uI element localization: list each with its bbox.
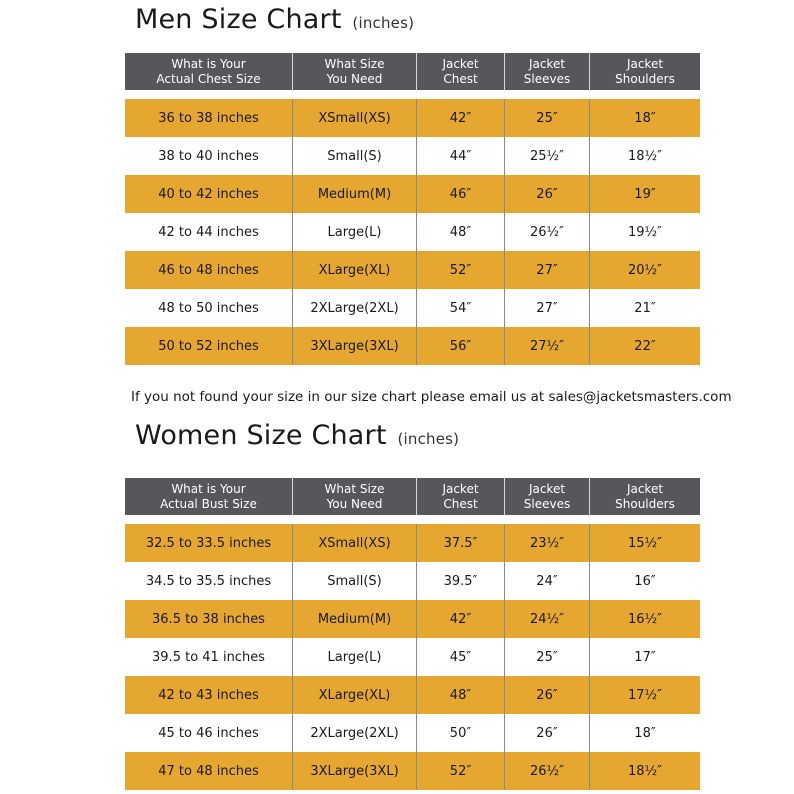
table-row: [125, 524, 700, 562]
table-cell: 18½″: [628, 763, 662, 779]
table-row: [125, 175, 700, 213]
table-cell: 17½″: [628, 687, 662, 703]
table-row: [125, 676, 700, 714]
table-cell: 50″: [417, 714, 505, 752]
table-cell: 26″: [505, 676, 590, 714]
header-cell: What is Your Actual Chest Size: [125, 53, 293, 90]
table-cell: 42 to 44 inches: [125, 213, 293, 251]
table-cell: 27″: [505, 289, 590, 327]
table-cell: Large(L): [293, 638, 417, 676]
table-cell: 21″: [634, 300, 656, 316]
men-size-chart-title: [135, 4, 414, 35]
table-cell: 19½″: [628, 224, 662, 240]
table-cell: 25½″: [505, 137, 590, 175]
table-cell: 2XLarge(2XL): [293, 289, 417, 327]
table-cell: 45″: [417, 638, 505, 676]
women-title-text: Women Size Chart: [135, 420, 387, 451]
women-title-unit: (inches): [397, 430, 460, 448]
table-cell: 52″: [417, 752, 505, 790]
table-cell: 20½″: [628, 262, 662, 278]
table-cell: 44″: [417, 137, 505, 175]
table-cell: 2XLarge(2XL): [293, 714, 417, 752]
table-cell: 16½″: [628, 611, 662, 627]
table-cell: 50 to 52 inches: [125, 327, 293, 365]
men-size-table: [125, 53, 700, 365]
table-cell: 15½″: [628, 535, 662, 551]
table-cell: 42″: [417, 99, 505, 137]
table-cell: 46″: [417, 175, 505, 213]
table-cell: 3XLarge(3XL): [293, 752, 417, 790]
women-size-table: [125, 478, 700, 790]
table-cell: 27½″: [505, 327, 590, 365]
table-cell: XSmall(XS): [293, 99, 417, 137]
table-cell: Medium(M): [293, 600, 417, 638]
table-row: [125, 600, 700, 638]
table-cell: 26½″: [505, 752, 590, 790]
table-row: [125, 289, 700, 327]
table-cell: 42″: [417, 600, 505, 638]
men-table-header: [125, 53, 700, 90]
table-cell: Small(S): [293, 562, 417, 600]
women-table-header: [125, 478, 700, 515]
table-cell: 42 to 43 inches: [125, 676, 293, 714]
table-cell: 38 to 40 inches: [125, 137, 293, 175]
table-cell: 36 to 38 inches: [125, 99, 293, 137]
table-row: [125, 638, 700, 676]
table-cell: 26″: [505, 714, 590, 752]
table-cell: 32.5 to 33.5 inches: [125, 524, 293, 562]
header-cell: What Size You Need: [293, 478, 417, 515]
table-row: [125, 137, 700, 175]
table-cell: 54″: [417, 289, 505, 327]
table-cell: 18″: [634, 110, 656, 126]
table-cell: 36.5 to 38 inches: [125, 600, 293, 638]
table-cell: 39.5″: [417, 562, 505, 600]
table-cell: 18½″: [628, 148, 662, 164]
table-row: [125, 251, 700, 289]
header-cell: What Size You Need: [293, 53, 417, 90]
table-cell: 19″: [634, 186, 656, 202]
men-title-text: Men Size Chart: [135, 4, 342, 35]
header-cell: Jacket Shoulders: [615, 56, 675, 86]
table-cell: 23½″: [505, 524, 590, 562]
table-cell: 48″: [417, 213, 505, 251]
table-cell: Small(S): [293, 137, 417, 175]
table-cell: 3XLarge(3XL): [293, 327, 417, 365]
table-cell: 39.5 to 41 inches: [125, 638, 293, 676]
table-row: [125, 213, 700, 251]
table-cell: 40 to 42 inches: [125, 175, 293, 213]
table-cell: 37.5″: [417, 524, 505, 562]
table-cell: 22″: [634, 338, 656, 354]
table-cell: 26½″: [505, 213, 590, 251]
men-title-unit: (inches): [352, 14, 415, 32]
table-cell: 24″: [505, 562, 590, 600]
table-cell: 52″: [417, 251, 505, 289]
table-cell: 16″: [634, 573, 656, 589]
table-cell: 27″: [505, 251, 590, 289]
table-cell: 17″: [634, 649, 656, 665]
header-cell: Jacket Shoulders: [615, 481, 675, 511]
table-cell: 47 to 48 inches: [125, 752, 293, 790]
table-cell: 25″: [505, 638, 590, 676]
table-cell: Large(L): [293, 213, 417, 251]
header-cell: What is Your Actual Bust Size: [125, 478, 293, 515]
header-cell: Jacket Sleeves: [505, 53, 590, 90]
table-cell: 45 to 46 inches: [125, 714, 293, 752]
table-cell: 56″: [417, 327, 505, 365]
table-cell: XSmall(XS): [293, 524, 417, 562]
table-cell: 48 to 50 inches: [125, 289, 293, 327]
table-cell: 48″: [417, 676, 505, 714]
header-cell: Jacket Chest: [417, 53, 505, 90]
table-cell: 25″: [505, 99, 590, 137]
table-cell: 34.5 to 35.5 inches: [125, 562, 293, 600]
table-cell: Medium(M): [293, 175, 417, 213]
header-cell: Jacket Sleeves: [505, 478, 590, 515]
table-cell: 24½″: [505, 600, 590, 638]
table-row: [125, 562, 700, 600]
table-cell: 26″: [505, 175, 590, 213]
size-help-note: If you not found your size in our size chart please email us at sales@jacketsmasters.com: [131, 389, 732, 405]
table-cell: XLarge(XL): [293, 676, 417, 714]
table-row: [125, 327, 700, 365]
table-cell: 46 to 48 inches: [125, 251, 293, 289]
women-size-chart-title: [135, 420, 459, 451]
table-row: [125, 752, 700, 790]
table-row: [125, 714, 700, 752]
table-cell: XLarge(XL): [293, 251, 417, 289]
table-row: [125, 99, 700, 137]
header-cell: Jacket Chest: [417, 478, 505, 515]
table-cell: 18″: [634, 725, 656, 741]
